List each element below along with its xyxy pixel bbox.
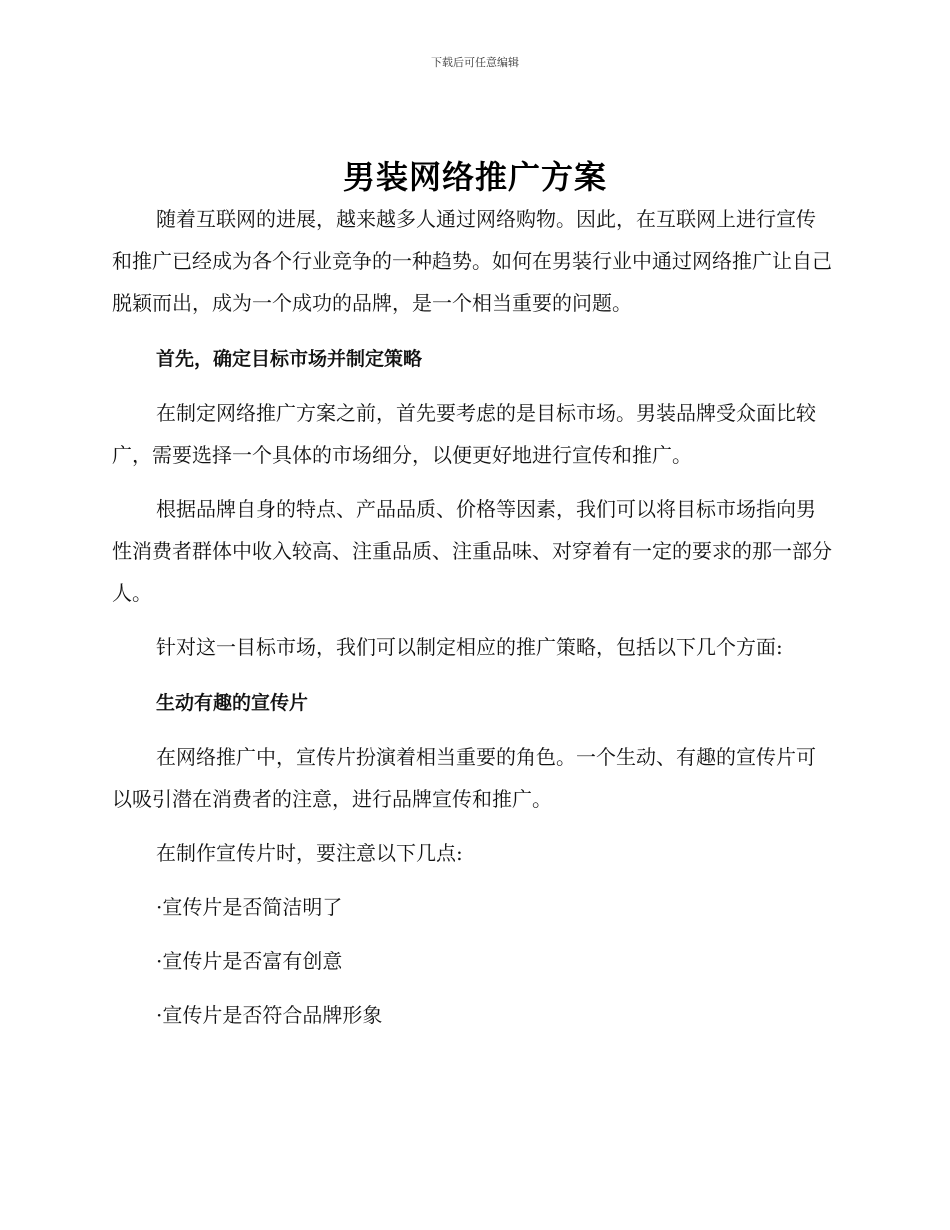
section-heading-target-market: 首先，确定目标市场并制定策略 <box>156 348 423 370</box>
document-body <box>112 198 832 1036</box>
list-item: ·宣传片是否富有创意 <box>156 949 343 973</box>
paragraph-promo-notes: 在制作宣传片时，要注意以下几点: <box>156 841 463 865</box>
paragraph-target-market: 在制定网络推广方案之前，首先要考虑的是目标市场。男装品牌受众面比较广，需要选择一个具体的市场细分，以便更好地进行宣传和推广。 <box>112 401 816 467</box>
document-title: 男装网络推广方案 <box>342 158 607 196</box>
intro-paragraph: 随着互联网的进展，越来越多人通过网络购物。因此，在互联网上进行宣传和推广已经成为各个行业竞争的一种趋势。如何在男装行业中通过网络推广让自己脱颖而出，成为一个成功的品牌，是一个相当重要的问题。 <box>112 207 832 315</box>
paragraph-market-segment: 根据品牌自身的特点、产品品质、价格等因素，我们可以将目标市场指向男性消费者群体中收入较高、注重品质、注重品味、对穿着有一定的要求的那一部分人。 <box>112 497 832 605</box>
paragraph-promo-video: 在网络推广中，宣传片扮演着相当重要的角色。一个生动、有趣的宣传片可以吸引潜在消费者的注意，进行品牌宣传和推广。 <box>112 745 816 811</box>
list-item: ·宣传片是否简洁明了 <box>156 895 343 919</box>
section-heading-promo-video: 生动有趣的宣传片 <box>156 692 309 714</box>
paragraph-strategy: 针对这一目标市场，我们可以制定相应的推广策略，包括以下几个方面: <box>156 635 783 659</box>
list-item: ·宣传片是否符合品牌形象 <box>156 1003 383 1027</box>
page-header: 下载后可任意编辑 <box>431 56 519 69</box>
